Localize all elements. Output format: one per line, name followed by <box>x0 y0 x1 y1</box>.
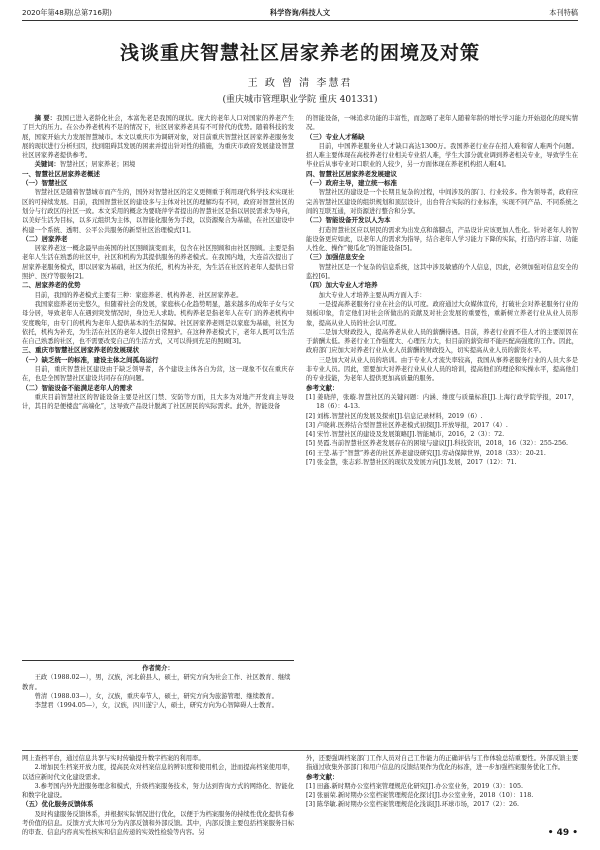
reference-item: [2] 张丽荣.新时期办公室档案管理规范化探讨[J].办公室业务，2018（10）：118. <box>306 792 534 800</box>
author-affiliation: (重庆城市管理职业学院 重庆 401331) <box>222 95 378 105</box>
section-heading: （二）居家养老 <box>22 234 68 243</box>
right-body <box>306 114 578 467</box>
section-heading: （一）政府主导，建立统一标准 <box>306 179 397 188</box>
left-column <box>22 114 294 412</box>
bottom-left-body <box>22 754 294 838</box>
body-paragraph: 三是加大对从业人员的培训。由于专业人才流失率较高，我国从事养老服务行业的人员大多是非专业人员。因此，需要加大对养老行业从业人员的培训，提高他们的理论和实操水平，提高他们的专业技能，为老年人提供更加高质量的服务。 <box>306 356 578 383</box>
body-paragraph: 居家养老这一概念最早由英国的社区照顾演变而来，包含在社区照顾和由社区照顾。主要是指老年人生活在熟悉的社区中，社区和机构为其提供服务的养老模式。在我国内地，大连首次提出了居家养老服务模式，即以居家为基础，社区为依托，机构为补充，为生活在社区的老年人提供日常照护、医疗等服务[2]。 <box>22 245 294 281</box>
article-title: 浅谈重庆智慧社区居家养老的困境及对策 <box>119 42 480 64</box>
article-divider <box>22 750 578 751</box>
reference-item: [1] 田鑫.新时期办公室档案管理规范化研究[J].办公室业务，2019（3）：105. <box>306 782 523 790</box>
body-paragraph: 智慧社区的建设是一个长期且复杂的过程，中间涉及的部门、行业较多。作为领导者，政府应完善智慧社区建设的组织规划和顶层设计，出台符合实际的行业标准，实现不同产品、不同系统之间的互联互通，对资源进行整合和分享。 <box>306 189 578 215</box>
abstract-label: 摘 要： <box>34 115 57 122</box>
reference-item: [6] 王莹.基于“智慧”养老的社区养老建设研究[J].劳动保障世界，2018（33）：20-21. <box>306 449 546 457</box>
section-heading: 一、智慧社区居家养老概述 <box>22 169 100 178</box>
section-heading: 三、重庆市智慧社区居家养老的发展现状 <box>22 346 139 355</box>
body-paragraph: 智慧社区是一个复杂的信息系统，这其中涉及敏感的个人信息，因此，必须加强对信息安全的监控[6]。 <box>306 263 578 281</box>
body-paragraph: 重庆目前智慧社区的智能设备主要是社区门禁、安防等方面，且大多为对地产开发商主导设计，其目的是便楼盘“高端化”，这导致产品设计脱离了社区居民的实际需求。此外，智能设备 <box>22 393 294 411</box>
section-heading: （二）智能设备开发以人为本 <box>306 216 391 225</box>
body-paragraph: 我国家庭养老历史悠久，但随着社会的发展，家庭核心化趋势明显，越来越多的成年子女与父母分居，导致老年人在遇到突发情况时，身边无人求助。机构养老是指老年人在专门的养老机构中安度晚年，由专门的机构为老年人提供基本的生活保障。社区居家养老则是以家庭为基础，社区为依托，机构为补充，为生活在社区的老年人提供日常照护。在这种养老模式下，老年人既可以生活在自己熟悉的社区，也不需要改变自己的生活方式，又可以得到充足的照顾[3]。 <box>22 300 294 346</box>
body-paragraph: 智慧社区是随着智慧城市而产生的，国外对智慧社区的定义更侧重于利用现代科学技术实现社区的可持续发展。目前，我国智慧社区的建设多与主体对社区的理解均有不同，政府对智慧社区的划分与行政区的社区一致。本文采用的概念为要晓萍学者提出的智慧社区是指以居民需求为导向，以美好生活为目标，以多元组织为主体，以智能化服务为手段，以资源聚合为基础，在社区建设中构建一个系统、透明、公平公共服务的新型社区治理模式[1]。 <box>22 189 294 234</box>
right-column <box>306 114 578 467</box>
section-heading: （一）智慧社区 <box>22 179 68 188</box>
body-paragraph: 3.参考国内外先进服务理念和模式，升级档案服务技术，努力达到咨询方式的网络化、智能化和数字化建设。 <box>22 782 294 800</box>
body-paragraph: 网上查档平台，通过信息共享与实时传输提升数字档案的利用率。 <box>22 755 205 762</box>
body-paragraph: 目前，中国养老服务业人才缺口高达1300万。我国养老行业存在招人难和留人难两个问题。招人难主要体现在高校养老行业相关专业招人难，学生大部分就业调到养老相关专业，导致学生在毕业后从事专业对口职业的人较少，另一方面体现在养老机构招人难[4]。 <box>306 142 578 169</box>
body-paragraph: 2.增加民生档案开放力度，提高民众对档案信息的辨识度和使用机会，进而提高档案使用率，以适应新时代文化建设需求。 <box>22 764 294 781</box>
body-paragraph: 打造智慧社区应以居民的需求为出发点和落脚点，产品设计应该更加人性化。针对老年人的智能设备更应如此，以老年人的需求为指导，结合老年人学习能力下降的实际，打造内容丰富、功能人性化、操作“傻瓜化”的智能设备[5]。 <box>306 226 578 253</box>
article-authors: 王 政 曾 清 李慧君 <box>247 78 353 89</box>
body-paragraph: 外，还要强调档案部门工作人员对自己工作能力的正确评估与工作体验总结重要性。外部反馈主要指通过收集外部部门和用户信息的反馈结果作为优化的标准，进一步加强档案服务优化工作。 <box>306 755 578 772</box>
header-rule <box>22 20 578 21</box>
section-heading: （一）缺乏统一的标准，建设主体之间孤岛运行 <box>22 355 159 364</box>
body-paragraph: 的智能设备，一味追求功能的丰富性，而忽略了老年人随着年龄的增长学习能力开始退化的现实情况。 <box>306 115 578 132</box>
section-heading: 二、居家养老的优势 <box>22 281 81 290</box>
author-bio-entries <box>22 673 294 710</box>
page-number: • 49 • <box>547 828 578 838</box>
abstract <box>22 114 294 160</box>
keywords-text: 智慧社区；居家养老；困境 <box>59 161 136 169</box>
reference-item: [1] 姜晓萍，张璇.智慧社区的关键问题：内涵、维度与质量标准[J].上海行政学院学报，2017，18（6）：4-13. <box>306 393 578 411</box>
author-bio-box <box>22 660 294 710</box>
body-paragraph: 加大专业人才培养主要从两方面入手： <box>318 291 426 299</box>
journal-name: 科学咨询/科技人文 <box>269 8 331 17</box>
keywords <box>22 160 294 169</box>
body-paragraph: 及时构建服务反馈体系，并根据实际情况进行优化，以便于为档案服务的持续性优化提供有参考价值的信息。反馈方式大体可分为内部反馈和外部反馈。其中，内部反馈主要包括档案服务目标的审查、信息内容真实性核实和信息传递的实效性检验等内容。另 <box>22 810 294 837</box>
author-bio-entry: 曾清（1988.03—），女，汉族，重庆奉节人，硕士，研究方向为旅游管理、继续教育。 <box>34 692 278 700</box>
body-paragraph: 一是提高养老服务行业在社会的认可度。政府通过大众媒体宣传，打破社会对养老服务行业的刻板印象，肯定他们对社会所做出的贡献及对社会发展的重要性，重新树立养老行业从业人员形象，提高从业人员的社会认可度。 <box>306 300 578 327</box>
issue-info: 2020年第48期(总第716期) <box>22 8 112 17</box>
column-name: 本刊特稿 <box>549 8 578 17</box>
section-heading: （五）优化服务反馈体系 <box>22 800 94 809</box>
section-heading: （四）加大专业人才培养 <box>306 281 378 290</box>
reference-item: [5] 吴霞.当前智慧社区养老发展存在的困境与建议[J].科技资讯，2018，16（32）：255-256. <box>306 440 569 448</box>
author-bio-entry: 李慧君（1994.05—），女，汉族，四川遂宁人，硕士，研究方向为心智障碍人士教育。 <box>34 702 278 710</box>
body-paragraph: 目前，重庆智慧社区建设由于缺乏领导者，各个建设主体各自为营，这一现象不仅在重庆存在，也是全国智慧社区建设共同存在的问题。 <box>22 366 294 383</box>
section-heading: （二）智能设备不能满足老年人的需求 <box>22 383 133 392</box>
section-heading: （三）专业人才稀缺 <box>306 132 365 141</box>
author-bio-heading: 作者简介： <box>142 665 174 672</box>
reference-item: [3] 陈华敏.新时期办公室档案管理规范化浅谈[J].环球市场，2017（2）：26. <box>306 801 519 809</box>
reference-item: [2] 刘栋.智慧社区的发展及探索[J].信息记录材料，2019（6）. <box>306 412 483 420</box>
keywords-label: 关键词： <box>34 161 60 169</box>
reference-item: [3] 卢晓莉.医养结合型智慧社区养老模式初探[J].开放导报，2017（4）. <box>306 421 508 429</box>
bottom-right-column <box>306 754 578 810</box>
left-body <box>22 170 294 412</box>
section-heading: 四、智慧社区居家养老发展建议 <box>306 169 397 178</box>
author-bio-entry: 王政（1988.02—），男，汉族，河北蔚县人，硕士，研究方向为社会工作、社区教育、继续教育。 <box>22 674 291 691</box>
section-heading: （三）加强信息安全 <box>306 253 365 262</box>
section-heading: 参考文献： <box>306 772 339 781</box>
reference-item: [7] 张金慧，张志彩.智慧社区的现状及发展方向[J].发展，2017（12）：71. <box>306 458 517 466</box>
bottom-left-column <box>22 754 294 838</box>
bottom-right-body <box>306 754 578 810</box>
body-paragraph: 二是加大财政投入，提高养老从业人员的薪酬待遇。目前，养老行业面不佳人才的主要原因在于薪酬太低。养老行业工作强度大、心理压力大，但目前的薪资却不能匹配高强度的工作。因此，政府部门应加大对养老行业从业人员薪酬的财政投入，切实提高从业人员的薪资水平。 <box>306 328 578 355</box>
abstract-text: 我国已进入老龄化社会，本富先老是我国的现状。庞大的老年人口对国家的养老产生了巨大的压力。在公办养老机构不足的情况下，社区居家养老具有不可替代的优势。随着科技的发展，国家开始大力发展智慧城市。本文以重庆市为调研对象，对目前重庆智慧社区居家养老服务发展的现状进行分析归因，找到阻碍其发展的困素并提出针对性的措施，为重庆市政府发展建设智慧社区居家养老提供参考。 <box>22 115 294 160</box>
body-paragraph: 目前，我国的养老模式主要有三种：家庭养老、机构养老、社区居家养老。 <box>34 291 243 299</box>
section-heading: 参考文献： <box>306 383 339 392</box>
reference-item: [4] 宋竹.智慧社区的建设及发展策略[J].智能城市，2016，2（3）：72. <box>306 431 505 439</box>
